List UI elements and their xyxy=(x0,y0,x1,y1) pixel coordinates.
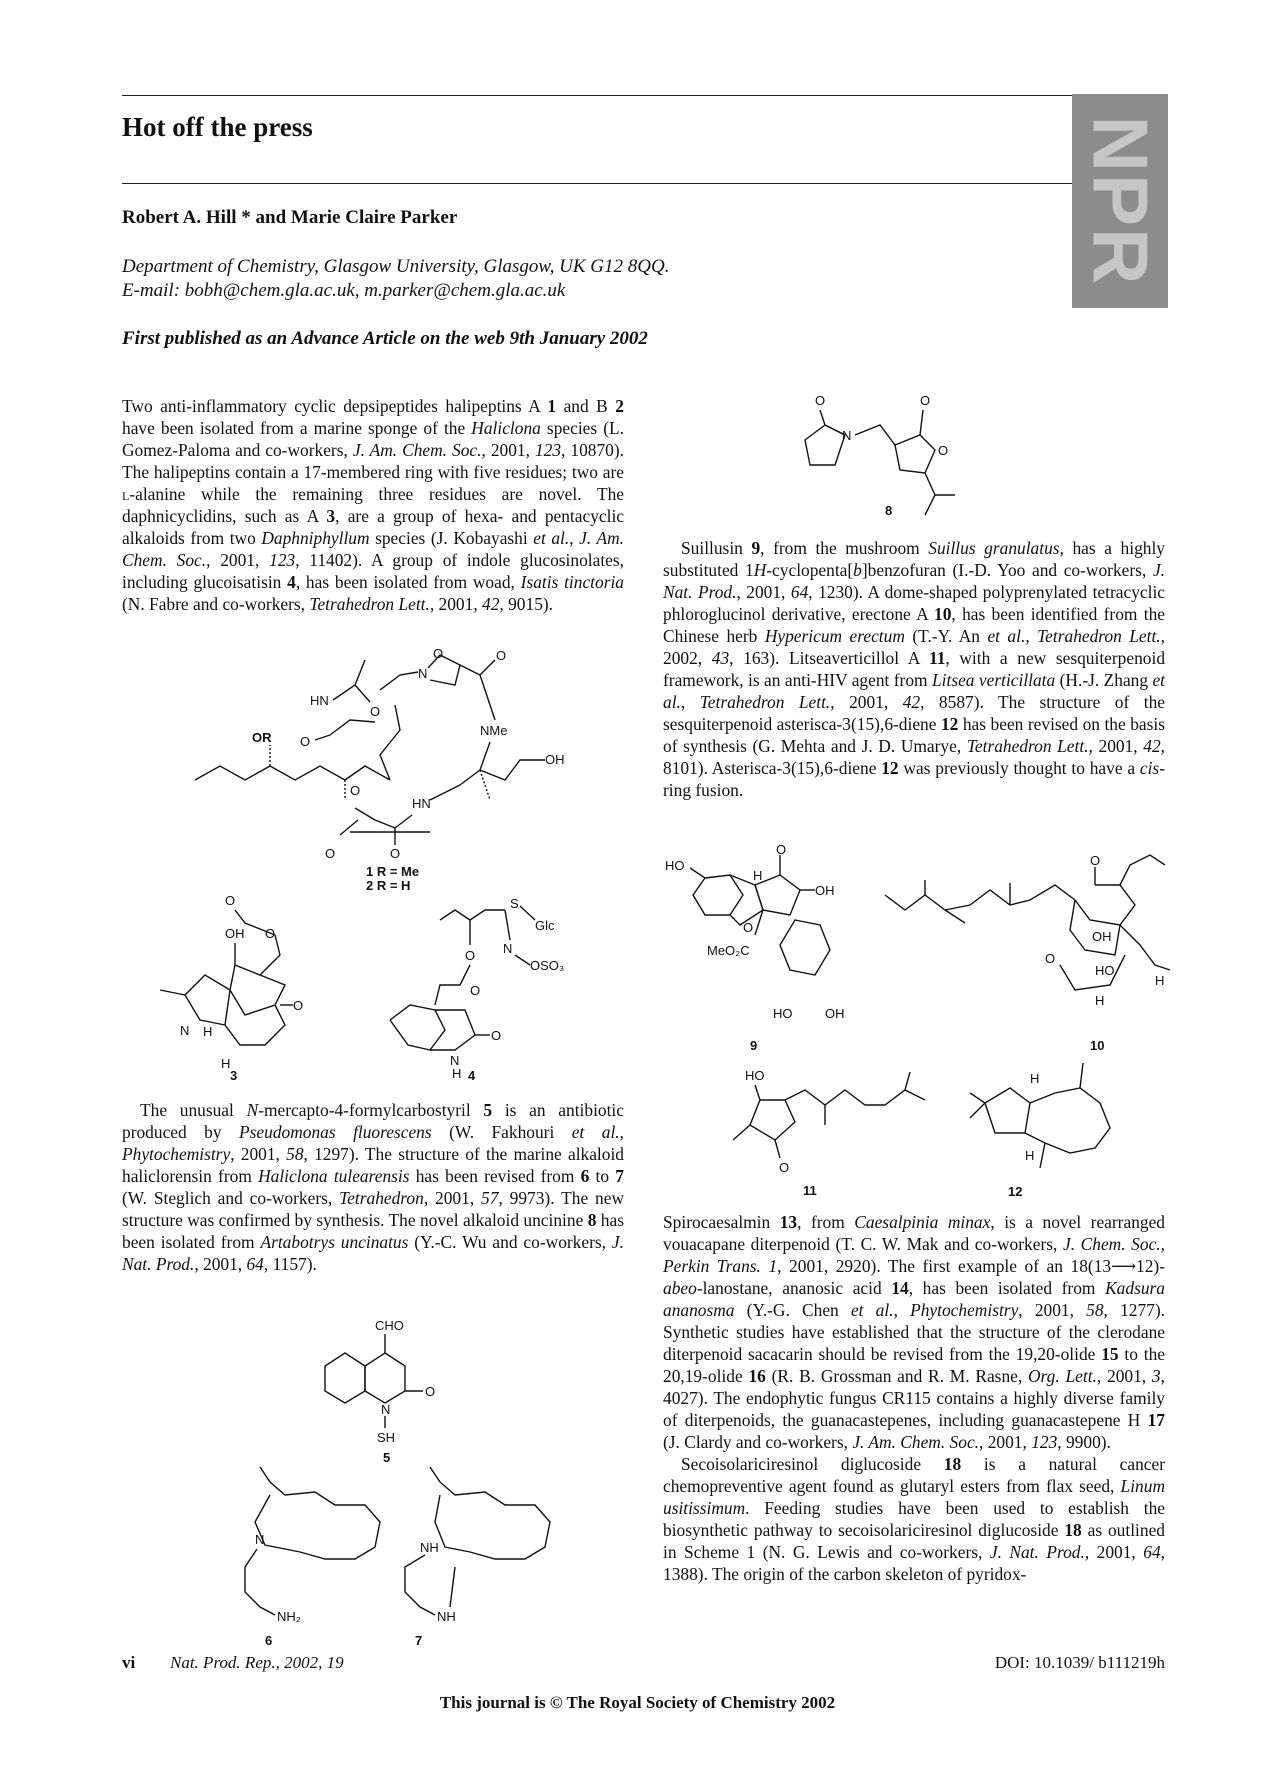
atom-N-6: N xyxy=(255,1532,265,1547)
page-number: vi xyxy=(122,1653,136,1672)
label-11: 11 xyxy=(803,1183,817,1198)
affiliation-email: E-mail: bobh@chem.gla.ac.uk, m.parker@chem.gla.ac.uk xyxy=(122,280,566,301)
label-6: 6 xyxy=(265,1633,273,1648)
page-title: Hot off the press xyxy=(122,112,313,142)
right-paragraph-1: Suillusin 9, from the mushroom Suillus granulatus, has a highly substituted 1H-cyclopenta[b]benzofuran (I.-D. Yoo and co-workers, J. Nat. Prod., 2001, 64, 1230). A dome-shaped polyprenylated tetracyclic phloroglucinol derivative, erectone A 10, has been identified from the Chinese herb Hypericum erectum (T.-Y. An et al., Tetrahedron Lett., 2002, 43, 163). Litseaverticillol A 11, with a new sesquiterpenoid framework, is an anti-HIV agent from Litsea verticillata (H.-J. Zhang et al., Tetrahedron Lett., 2001, 42, 8587). The structure of the sesquiterpenoid asterisca-3(15),6-diene 12 has been revised on the basis of synthesis (G. Mehta and J. D. Umarye, Tetrahedron Lett., 2001, 42, 8101). Asterisca-3(15),6-diene 12 was previously thought to have a cis-ring fusion. xyxy=(663,538,1166,800)
atom-NMe: NMe xyxy=(480,723,508,738)
atom-HO-11: HO xyxy=(745,1068,765,1083)
atom-H-3a: H xyxy=(203,1024,213,1039)
atom-NH-7a: NH xyxy=(420,1540,439,1555)
atom-SH: SH xyxy=(377,1430,396,1445)
atom-H-9: H xyxy=(753,868,763,883)
affiliation-address: Department of Chemistry, Glasgow University, Glasgow, UK G12 8QQ. xyxy=(122,256,670,277)
atom-OH-9: OH xyxy=(815,883,835,898)
atom-HO-9a: HO xyxy=(665,858,685,873)
atom-OH-3: OH xyxy=(225,926,245,941)
label-5: 5 xyxy=(383,1450,391,1465)
atom-O-lactone-3: O xyxy=(225,893,236,908)
atom-O-amide-1: O xyxy=(370,704,381,719)
atom-HN-2: HN xyxy=(412,796,431,811)
atom-O-ring: O xyxy=(350,783,361,798)
atom-H-12b: H xyxy=(1025,1148,1035,1163)
atom-NH2-6: NH₂ xyxy=(277,1609,301,1624)
atom-O-11: O xyxy=(779,1160,790,1175)
atom-O-amide-2: O xyxy=(496,648,507,663)
atom-O-carbonyl: O xyxy=(325,846,336,861)
label-12: 12 xyxy=(1008,1184,1023,1199)
label-8: 8 xyxy=(885,503,893,518)
label-9: 9 xyxy=(750,1038,758,1053)
label-3: 3 xyxy=(230,1068,238,1083)
structure-4 xyxy=(370,890,620,1083)
atom-O-ester-4: O xyxy=(465,948,476,963)
structure-10 xyxy=(880,845,1170,1053)
header-rule xyxy=(122,183,1072,184)
publication-note: First published as an Advance Article on the web 9th January 2002 xyxy=(122,328,648,349)
top-rule xyxy=(122,95,1072,96)
structure-7 xyxy=(395,1467,565,1647)
structure-12 xyxy=(965,1058,1145,1198)
affiliation xyxy=(122,255,669,303)
atom-O-ring-3: O xyxy=(265,926,276,941)
structure-9 xyxy=(665,842,880,1053)
atom-O-carbonyl-4: O xyxy=(470,983,481,998)
atom-HN-1: HN xyxy=(310,693,329,708)
left-paragraph-1: Two anti-inflammatory cyclic depsipeptides halipeptins A 1 and B 2 have been isolated from a marine sponge of the Haliclona species (L. Gomez-Paloma and co-workers, J. Am. Chem. Soc., 2001, 123, 10870). The halipeptins contain a 17-membered ring with five residues; two are l-alanine while the remaining three residues are novel. The daphnicyclidins, such as A 3, are a group of hexa- and pentacyclic alkaloids from two Daphniphyllum species (J. Kobayashi et al., J. Am. Chem. Soc., 2001, 123, 11402). A group of indole glucosinolates, including glucoisatisin 4, has been isolated from woad, Isatis tinctoria (N. Fabre and co-workers, Tetrahedron Lett., 2001, 42, 9015). xyxy=(122,396,625,614)
atom-O-8b: O xyxy=(920,393,931,408)
structure-11 xyxy=(715,1060,935,1198)
doi: DOI: 10.1039/ b111219h xyxy=(994,1653,1165,1672)
atom-OSO3: OSO₃ xyxy=(530,958,565,973)
npr-logo xyxy=(1072,94,1168,308)
atom-O-8a: O xyxy=(815,393,826,408)
structure-1-2 xyxy=(190,646,590,893)
structure-3 xyxy=(145,893,325,1083)
label-4: 4 xyxy=(468,1068,476,1083)
label-7: 7 xyxy=(415,1633,423,1648)
structure-6 xyxy=(225,1467,395,1647)
atom-N-oxazolidine: N xyxy=(418,666,428,681)
copyright: This journal is © The Royal Society of Chemistry 2002 xyxy=(439,1693,836,1712)
atom-N-4: N xyxy=(503,941,513,956)
atom-OH-9b: OH xyxy=(825,1006,845,1021)
authors: Robert A. Hill * and Marie Claire Parker xyxy=(122,207,458,228)
npr-logo-text: NPR xyxy=(1076,115,1165,287)
atom-O-9: O xyxy=(776,842,787,857)
atom-H-10a: H xyxy=(1155,973,1165,988)
atom-O-ketone-3: O xyxy=(293,998,304,1013)
atom-HO-10: HO xyxy=(1095,963,1115,978)
atom-O-oxazolidine: O xyxy=(433,646,444,661)
structure-8 xyxy=(790,395,970,530)
atom-H-oxindole: H xyxy=(452,1066,462,1081)
atom-N-3: N xyxy=(180,1023,190,1038)
atom-CHO: CHO xyxy=(375,1318,404,1333)
atom-O-oxindole: O xyxy=(491,1028,502,1043)
atom-O-furan-9: O xyxy=(743,920,754,935)
atom-O-5: O xyxy=(425,1384,436,1399)
atom-N-oxindole: N xyxy=(450,1053,460,1068)
left-paragraph-2: The unusual N-mercapto-4-formylcarbostyril 5 is an antibiotic produced by Pseudomonas fluorescens (W. Fakhouri et al., Phytochemistry, 2001, 58, 1297). The structure of the marine alkaloid haliclorensin from Haliclona tulearensis has been revised from 6 to 7 (W. Steglich and co-workers, Tetrahedron, 2001, 57, 9973). The new structure was confirmed by synthesis. The novel alkaloid uncinine 8 has been isolated from Artabotrys uncinatus (Y.-C. Wu and co-workers, J. Nat. Prod., 2001, 64, 1157). xyxy=(122,1100,625,1274)
atom-O-furanone: O xyxy=(938,443,949,458)
atom-OH-10: OH xyxy=(1092,929,1112,944)
atom-NH-7b: NH xyxy=(437,1609,456,1624)
atom-O-10: O xyxy=(1090,853,1101,868)
atom-O-ester: O xyxy=(300,734,311,749)
right-paragraph-2: Spirocaesalmin 13, from Caesalpinia minax, is a novel rearranged vouacapane diterpenoid (T. C. W. Mak and co-workers, J. Chem. Soc., Perkin Trans. 1, 2001, 2920). The first example of an 18(13⟶12)-abeo-lanostane, ananosic acid 14, has been isolated from Kadsura ananosma (Y.-G. Chen et al., Phytochemistry, 2001, 58, 1277). Synthetic studies have established that the structure of the clerodane diterpenoid sacacarin should be revised from the 19,20-olide 15 to the 20,19-olide 16 (R. B. Grossman and R. M. Rasne, Org. Lett., 2001, 3, 4027). The endophytic fungus CR115 contains a highly diverse family of diterpenoids, the guanacastepenes, including guanacastepene H 17 (J. Clardy and co-workers, J. Am. Chem. Soc., 2001, 123, 9900). Secoisolariciresinol diglucoside 18 is a natural cancer chemopreventive agent found as glutaryl esters from flax seed, Linum usitissimum. Feeding studies have been used to establish the biosynthetic pathway to secoisolariciresinol diglucoside 18 as outlined in Scheme 1 (N. G. Lewis and co-workers, J. Nat. Prod., 2001, 64, 1388). The origin of the carbon skeleton of pyridox- xyxy=(663,1212,1166,1584)
atom-OH-chain: OH xyxy=(545,752,565,767)
atom-O-10-ring: O xyxy=(1045,951,1056,966)
atom-S-4: S xyxy=(510,896,519,911)
label-10: 10 xyxy=(1090,1038,1105,1053)
atom-O-amide-3: O xyxy=(390,846,401,861)
atom-MeO2C: MeO₂C xyxy=(707,943,750,958)
atom-Glc: Glc xyxy=(535,918,555,933)
atom-OR: OR xyxy=(252,730,272,745)
label-2: 2 R = H xyxy=(366,878,411,893)
atom-H-3b: H xyxy=(221,1056,231,1071)
atom-N-8: N xyxy=(842,428,852,443)
atom-H-10b: H xyxy=(1095,993,1105,1008)
atom-H-12a: H xyxy=(1030,1071,1040,1086)
atom-HO-9b: HO xyxy=(773,1006,793,1021)
journal-ref: Nat. Prod. Rep., 2002, 19 xyxy=(170,1653,344,1672)
structure-5 xyxy=(305,1318,455,1463)
label-1: 1 R = Me xyxy=(366,864,420,879)
atom-N-5: N xyxy=(381,1402,391,1417)
